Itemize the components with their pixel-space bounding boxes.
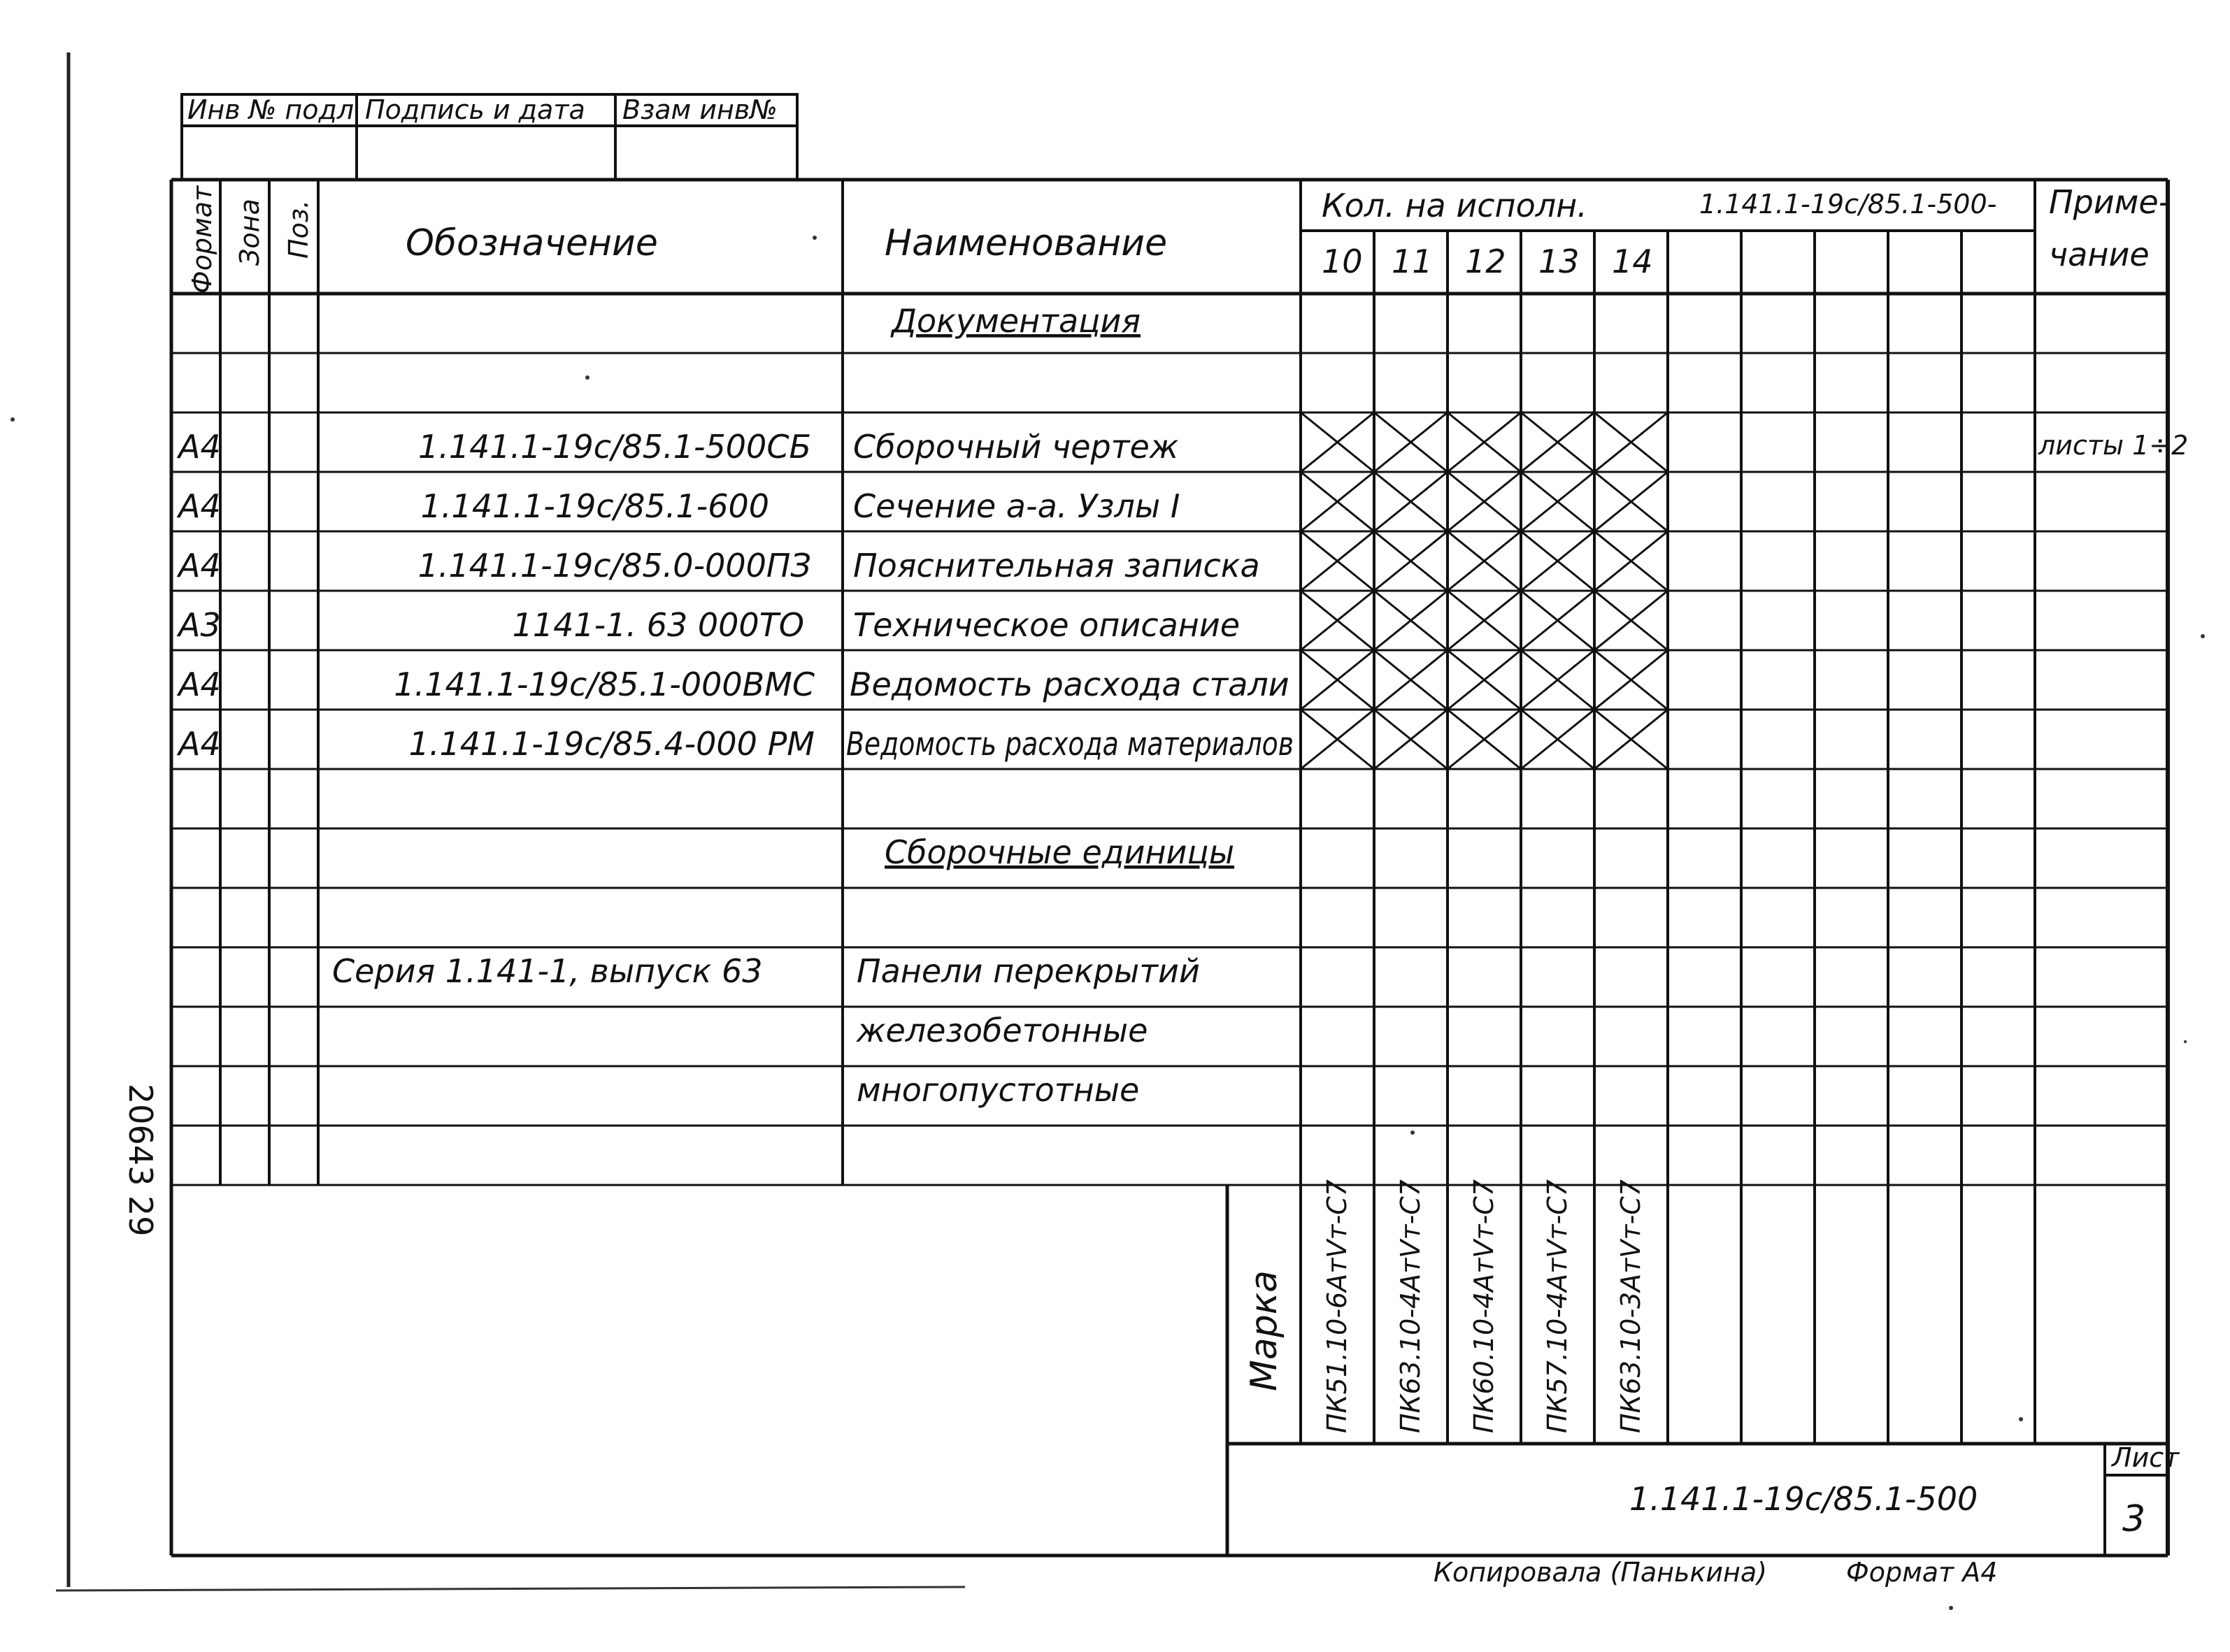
bottom-trim-line xyxy=(56,1587,965,1590)
variant-13: 13 xyxy=(1538,243,1580,280)
footer-kopiroval: Копировала (Панькина) xyxy=(1434,1557,1768,1588)
header-primechanie-2: чание xyxy=(2049,236,2150,273)
side-page-number: 29 xyxy=(122,1195,159,1237)
stamp-podpis: Подпись и дата xyxy=(365,94,585,125)
row-5-code: 1.141.1-19с/85.1-000ВМС xyxy=(394,666,815,703)
header-zona: Зона xyxy=(234,199,265,266)
variant-14: 14 xyxy=(1612,243,1653,280)
variant-12: 12 xyxy=(1465,243,1506,280)
row-1-format: А4 xyxy=(178,428,221,466)
marka-label: Марка xyxy=(1243,1270,1285,1391)
series-code: Серия 1.141-1, выпуск 63 xyxy=(332,952,763,990)
row-6-format: А4 xyxy=(178,725,221,763)
series-name-3: многопустотные xyxy=(857,1071,1140,1109)
header-kol-na-ispoln: Кол. на исполн. xyxy=(1322,187,1587,224)
variant-10: 10 xyxy=(1322,243,1363,280)
variant-11: 11 xyxy=(1392,243,1433,280)
stamp-vzam: Взам инв№ xyxy=(622,94,778,125)
footer-format: Формат А4 xyxy=(1846,1557,1998,1588)
series-name-2: железобетонные xyxy=(857,1012,1148,1049)
header-format: Формат xyxy=(187,185,217,294)
side-archive-number: 20643 xyxy=(122,1084,159,1186)
header-naimenovanie: Наименование xyxy=(885,222,1168,264)
footer-list-num: 3 xyxy=(2122,1498,2146,1540)
section-sborochnye: Сборочные единицы xyxy=(885,833,1235,871)
row-2-name: Сечение а-а. Узлы I xyxy=(853,487,1180,525)
stamp-inv-podl: Инв № подл xyxy=(187,94,355,125)
marka-item-3: ПК60.10-4АтVт-С7 xyxy=(1468,1179,1499,1433)
row-5-name: Ведомость расхода стали xyxy=(850,666,1289,703)
header-poz: Поз. xyxy=(283,199,314,259)
row-3-format: А4 xyxy=(178,547,221,584)
table-vertical-lines xyxy=(220,180,2035,1444)
footer-list-label: Лист xyxy=(2112,1442,2180,1473)
header-primechanie-1: Приме- xyxy=(2049,183,2171,221)
row-4-format: А3 xyxy=(178,606,221,644)
footer-code: 1.141.1-19с/85.1-500 xyxy=(1629,1480,1978,1518)
marka-item-4: ПК57.10-4АтVт-С7 xyxy=(1542,1179,1573,1433)
row-3-code: 1.141.1-19с/85.0-000ПЗ xyxy=(417,547,811,584)
row-6-name: Ведомость расхода материалов xyxy=(846,725,1294,763)
row-6-code: 1.141.1-19с/85.4-000 РМ xyxy=(408,725,815,763)
row-2-code: 1.141.1-19с/85.1-600 xyxy=(420,487,769,525)
row-5-format: А4 xyxy=(178,666,221,703)
series-name-1: Панели перекрытий xyxy=(857,952,1200,990)
row-1-code: 1.141.1-19с/85.1-500СБ xyxy=(418,428,811,466)
row-1-note: листы 1÷2 xyxy=(2038,430,2189,461)
marka-item-2: ПК63.10-4АтVт-С7 xyxy=(1395,1179,1426,1433)
marka-item-1: ПК51.10-6АтVт-С7 xyxy=(1322,1179,1352,1433)
row-1-name: Сборочный чертеж xyxy=(853,428,1179,466)
section-dokumentaciya: Документация xyxy=(892,302,1141,340)
row-3-name: Пояснительная записка xyxy=(853,547,1260,584)
header-doc-code: 1.141.1-19с/85.1-500- xyxy=(1699,189,1997,220)
marka-item-5: ПК63.10-3АтVт-С7 xyxy=(1615,1179,1646,1433)
row-4-name: Техническое описание xyxy=(853,606,1241,644)
row-2-format: А4 xyxy=(178,487,221,525)
row-4-code: 1141-1. 63 000ТО xyxy=(512,606,804,644)
header-oboznachenie: Обозначение xyxy=(406,222,658,264)
